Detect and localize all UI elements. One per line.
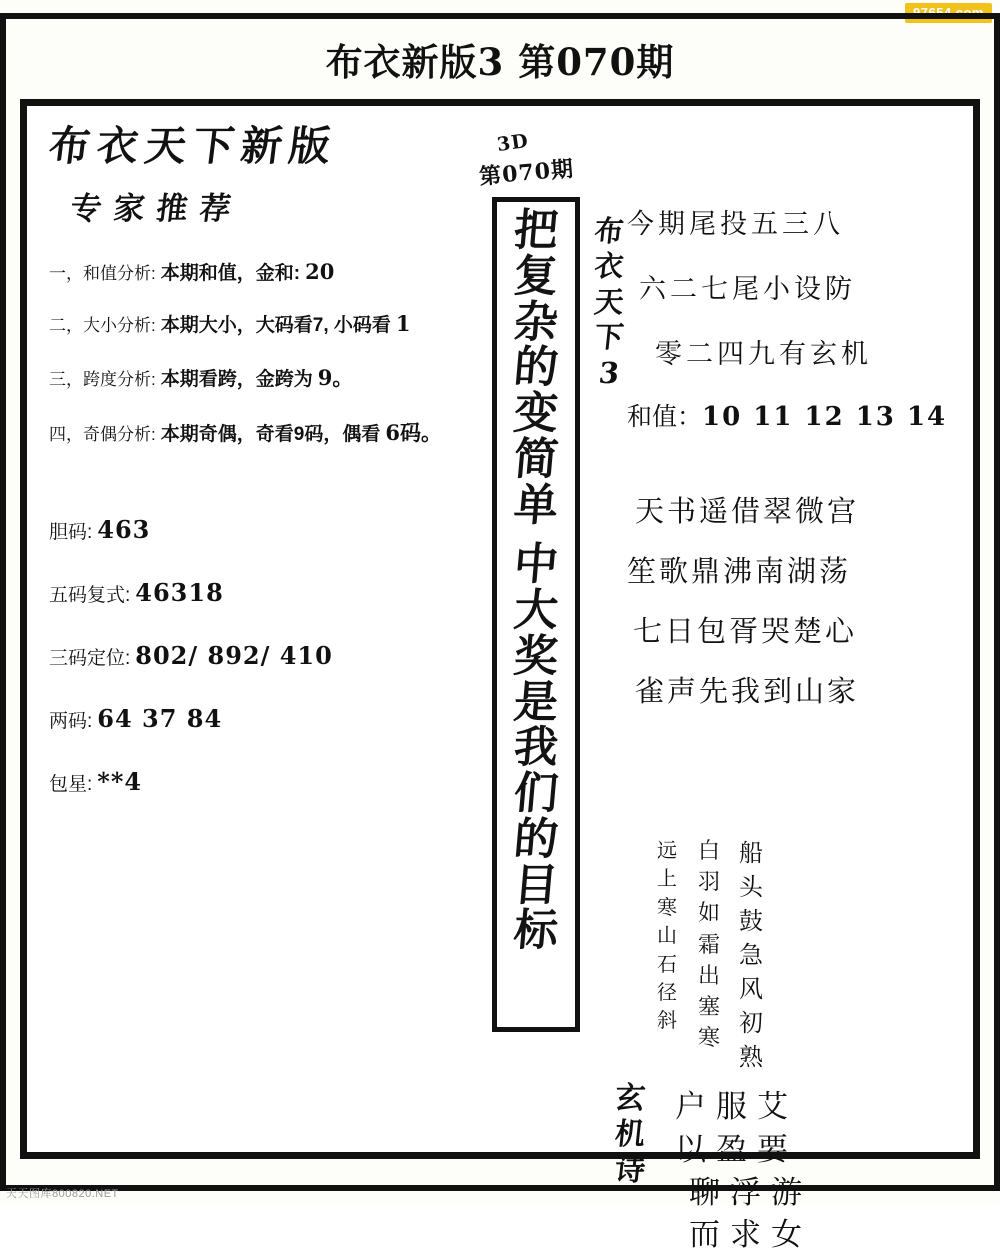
vertical-poem-char: 风 — [739, 975, 763, 1004]
badge-3d: 3D — [495, 129, 531, 157]
pick-row-dan — [49, 515, 469, 544]
frame-border-bottom — [0, 1185, 1000, 1191]
vertical-poem-char: 白 — [697, 839, 720, 864]
pick-value: 64 37 84 — [97, 704, 223, 734]
vertical-poem-column — [697, 836, 721, 1075]
analysis-value: 9。 — [317, 365, 354, 391]
vertical-poem-char: 寒 — [697, 1026, 720, 1052]
poem-line: 笙歌鼎沸南湖荡 — [627, 554, 852, 588]
poem-block — [627, 489, 967, 710]
analysis-row — [49, 258, 469, 285]
left-column — [46, 122, 469, 830]
pick-value: 463 — [97, 515, 151, 545]
slogan-char: 是 — [511, 676, 561, 728]
frame-border-left — [0, 13, 6, 1191]
poem-line: 天书遥借翠微宫 — [635, 494, 860, 528]
pick-value: 802/ 892/ 410 — [135, 641, 333, 671]
vertical-poem-char: 上 — [657, 866, 677, 891]
vertical-brand — [590, 214, 628, 391]
analysis-body: 本期大小，大码看7, 小码看 — [160, 315, 391, 337]
vertical-brand-char: 衣 — [592, 249, 626, 284]
pick-row-three — [49, 641, 469, 670]
analysis-index: 四， — [49, 425, 83, 445]
vertical-poem-char: 山 — [657, 923, 677, 948]
slogan-char: 奖 — [511, 630, 561, 682]
vertical-brand-char: 天 — [592, 284, 626, 319]
pick-label: 胆码: — [49, 522, 93, 544]
sum-line — [627, 397, 967, 433]
analysis-value: 1 — [395, 311, 411, 337]
slogan-char: 我 — [511, 722, 561, 774]
analysis-body: 本期和值，金和: — [160, 263, 301, 285]
vertical-poem-char: 径 — [657, 979, 677, 1004]
right-column — [627, 202, 967, 729]
vertical-poem-char: 斜 — [657, 1008, 677, 1033]
tail-line: 零二四九有玄机 — [655, 339, 872, 370]
vertical-poem-char: 远 — [657, 838, 677, 862]
analysis-value: 6码。 — [385, 420, 442, 446]
frame-border-top — [0, 13, 1000, 19]
xuanji-label — [610, 1081, 650, 1189]
vertical-poem-char: 羽 — [697, 870, 720, 896]
vertical-brand-char: 3 — [597, 355, 621, 390]
vertical-poem-char: 船 — [739, 839, 763, 867]
vertical-poem-char: 急 — [739, 941, 763, 970]
slogan-char: 的 — [511, 342, 561, 394]
vertical-poem-char: 初 — [739, 1009, 763, 1038]
pick-value: 46318 — [135, 578, 224, 608]
vertical-poem-column — [655, 836, 679, 1075]
slogan-char: 杂 — [511, 296, 561, 348]
pick-value: **4 — [97, 767, 143, 797]
analysis-index: 一， — [49, 264, 83, 284]
poem-line: 七日包胥哭楚心 — [633, 614, 858, 648]
slogan-char: 们 — [511, 768, 561, 819]
picks-list — [49, 515, 469, 796]
analysis-label: 和值分析: — [83, 264, 156, 284]
xuanji-char: 诗 — [613, 1153, 647, 1188]
vertical-brand-char: 布 — [592, 214, 626, 248]
slogan-char: 复 — [511, 250, 561, 302]
vertical-poem — [655, 836, 763, 1075]
xuanji-char: 机 — [613, 1117, 647, 1152]
slogan-char: 中 — [511, 539, 561, 591]
pick-label: 五码复式: — [49, 585, 131, 607]
grid-poem — [675, 1086, 812, 1257]
analysis-row — [49, 310, 469, 337]
slogan-char: 大 — [511, 585, 561, 636]
sum-label: 和值： — [627, 402, 703, 431]
analysis-label: 大小分析: — [83, 316, 156, 336]
pick-row-two — [49, 704, 469, 733]
vertical-poem-char: 塞 — [697, 995, 720, 1021]
vertical-poem-char: 寒 — [657, 894, 677, 919]
vertical-brand-char: 下 — [592, 320, 626, 355]
watermark-bottom: 天天图库800820.NET — [6, 1188, 119, 1200]
analysis-index: 二， — [49, 316, 83, 336]
slogan-char: 简 — [511, 433, 561, 485]
analysis-value: 20 — [305, 259, 335, 285]
analysis-row — [49, 417, 469, 447]
pick-row-five — [49, 578, 469, 607]
slogan-char: 把 — [511, 205, 561, 256]
slogan-char: 目 — [511, 859, 561, 911]
vertical-poem-column — [739, 836, 763, 1075]
slogan-char: 的 — [511, 813, 561, 865]
grid-poem-row: 以盈要 — [675, 1131, 798, 1168]
slogan-banner-text — [502, 205, 570, 1018]
vertical-poem-char: 熟 — [739, 1043, 763, 1072]
slogan-banner — [492, 197, 580, 1032]
slogan-char: 单 — [511, 479, 561, 531]
pick-row-star — [49, 767, 469, 796]
tail-line: 六二七尾小设防 — [639, 274, 856, 305]
grid-poem-row: 户服艾 — [675, 1089, 798, 1125]
badge-issue: 第070期 — [478, 155, 576, 191]
analysis-label: 奇偶分析: — [83, 425, 156, 445]
vertical-poem-char: 头 — [739, 873, 763, 902]
poem-line: 雀声先我到山家 — [635, 674, 860, 708]
pick-label: 两码: — [49, 711, 93, 733]
frame-border-right — [994, 13, 1000, 1191]
sum-numbers: 10 11 12 13 14 — [702, 402, 948, 432]
analysis-list — [49, 258, 469, 447]
analysis-row — [49, 362, 469, 392]
vertical-poem-char: 霜 — [697, 932, 720, 958]
grid-poem-row: 而求女 — [689, 1217, 812, 1254]
brush-subtitle: 专家推荐 — [68, 191, 245, 228]
analysis-label: 跨度分析: — [83, 370, 156, 390]
pick-label: 包星: — [49, 774, 93, 796]
tail-line: 今期尾投五三八 — [627, 209, 844, 240]
analysis-index: 三， — [49, 370, 83, 390]
slogan-char: 标 — [511, 905, 561, 957]
vertical-poem-char: 出 — [697, 963, 720, 989]
page-title: 布衣新版3 第070期 — [325, 40, 675, 84]
analysis-body: 本期看跨，金跨为 — [160, 369, 313, 391]
vertical-poem-char: 如 — [697, 901, 720, 927]
slogan-char: 变 — [511, 388, 561, 439]
pick-label: 三码定位: — [49, 648, 131, 670]
vertical-poem-char: 石 — [657, 951, 677, 976]
brush-title: 布衣天下新版 — [46, 122, 341, 170]
grid-poem-row: 聊浮游 — [689, 1174, 812, 1211]
vertical-poem-char: 鼓 — [739, 907, 763, 936]
analysis-body: 本期奇偶，奇看9码，偶看 — [160, 424, 381, 446]
xuanji-char: 玄 — [613, 1081, 647, 1116]
